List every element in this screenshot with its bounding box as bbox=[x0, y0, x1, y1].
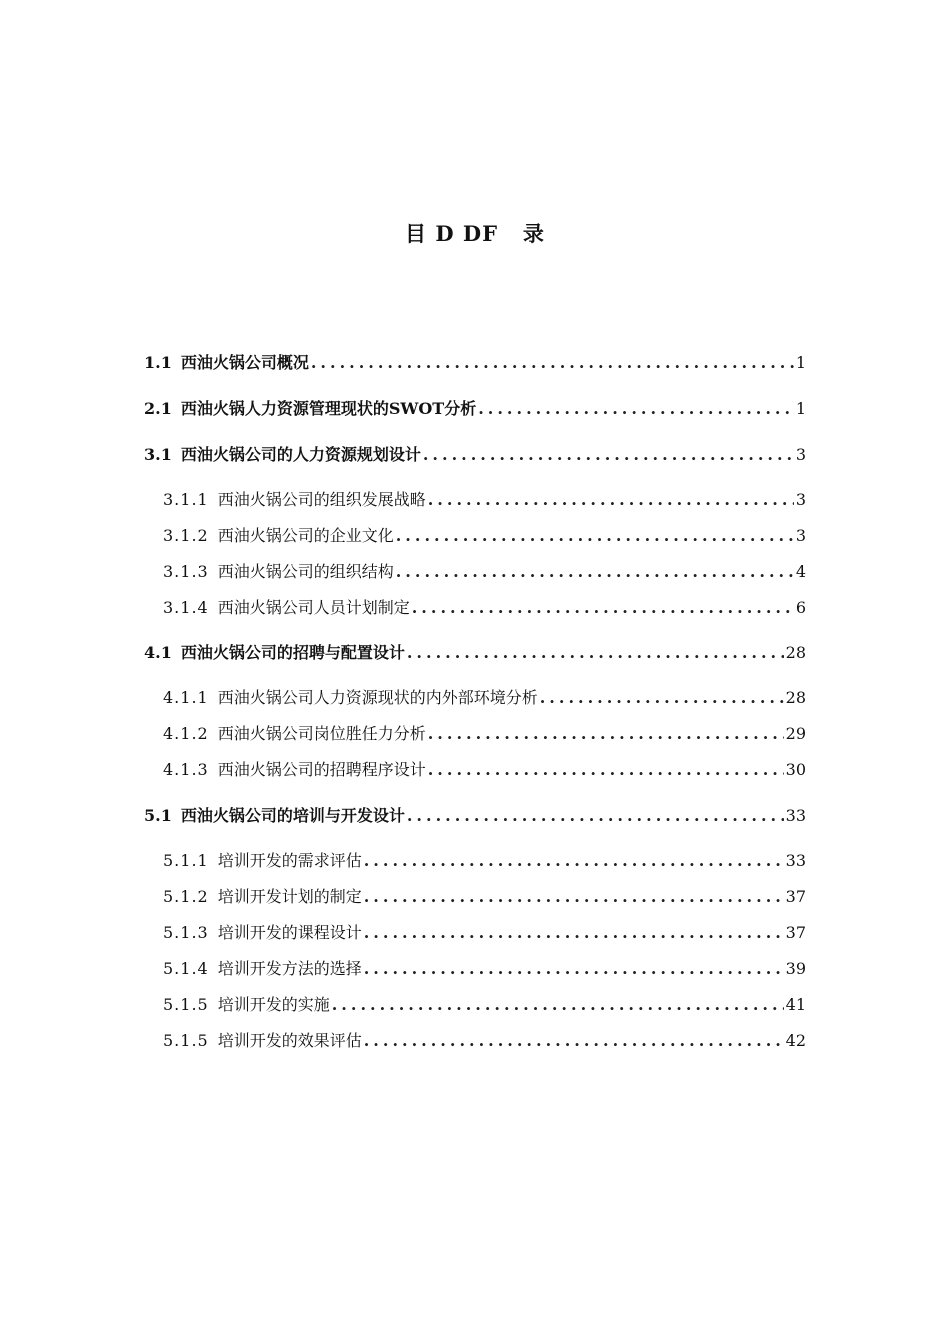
toc-entry-number: 5.1.2 bbox=[163, 887, 209, 906]
toc-entry-number: 3.1.2 bbox=[163, 526, 209, 545]
toc-entry[interactable] bbox=[144, 394, 806, 424]
toc-entry-title: 西油火锅公司的招聘程序设计 bbox=[217, 760, 426, 779]
toc-dot-leader bbox=[423, 440, 794, 470]
toc-dot-leader bbox=[407, 801, 784, 831]
toc-dot-leader bbox=[311, 348, 794, 378]
toc-dot-leader bbox=[412, 593, 794, 623]
toc-entry-page: 33 bbox=[785, 851, 806, 870]
toc-entry-page: 39 bbox=[785, 959, 806, 978]
toc-entry-title: 西油火锅公司的培训与开发设计 bbox=[180, 806, 405, 825]
toc-entry[interactable] bbox=[163, 593, 806, 623]
toc-entry[interactable] bbox=[163, 1026, 806, 1056]
toc-dot-leader bbox=[364, 954, 784, 984]
toc-dot-leader bbox=[396, 521, 794, 551]
toc-entry[interactable] bbox=[144, 638, 806, 668]
toc-entry-page: 42 bbox=[785, 1031, 806, 1050]
toc-dot-leader bbox=[407, 638, 784, 668]
toc-entry-number: 5.1.5 bbox=[163, 995, 209, 1014]
toc-entry-page: 30 bbox=[785, 760, 806, 779]
toc-entry-title: 培训开发计划的制定 bbox=[217, 887, 362, 906]
toc-entry-page: 41 bbox=[785, 995, 806, 1014]
toc-entry-title: 培训开发的实施 bbox=[217, 995, 330, 1014]
toc-entry-title: 西油火锅公司的人力资源规划设计 bbox=[180, 445, 421, 464]
toc-entry[interactable] bbox=[163, 719, 806, 749]
page-title: 目 D DF 录 bbox=[405, 221, 545, 246]
toc-entry-number: 4.1.1 bbox=[163, 688, 209, 707]
toc-entry-number: 5.1.4 bbox=[163, 959, 209, 978]
toc-entry-title: 西油火锅公司的招聘与配置设计 bbox=[180, 643, 405, 662]
toc-entry-title: 西油火锅公司的组织发展战略 bbox=[217, 490, 426, 509]
toc-entry-number: 5.1 bbox=[144, 806, 172, 825]
toc-entry-title: 西油火锅公司的组织结构 bbox=[217, 562, 394, 581]
toc-entry-page: 4 bbox=[795, 562, 806, 581]
toc-entry-number: 5.1.3 bbox=[163, 923, 209, 942]
toc-entry-number: 4.1.2 bbox=[163, 724, 209, 743]
toc-entry[interactable] bbox=[163, 557, 806, 587]
toc-entry-number: 5.1.1 bbox=[163, 851, 209, 870]
toc-entry[interactable] bbox=[163, 485, 806, 515]
toc-entry-title: 西油火锅公司的企业文化 bbox=[217, 526, 394, 545]
toc-entry-page: 37 bbox=[785, 923, 806, 942]
toc-dot-leader bbox=[332, 990, 784, 1020]
toc-dot-leader bbox=[364, 882, 784, 912]
toc-entry-page: 3 bbox=[795, 490, 806, 509]
toc-dot-leader bbox=[428, 755, 784, 785]
toc-entry[interactable] bbox=[144, 440, 806, 470]
toc-entry-number: 2.1 bbox=[144, 399, 172, 418]
toc-entry-number: 3.1.4 bbox=[163, 598, 209, 617]
toc-entry[interactable] bbox=[144, 801, 806, 831]
toc-entry-page: 6 bbox=[795, 598, 806, 617]
toc-entry-number: 4.1 bbox=[144, 643, 172, 662]
toc-entry-title: 西油火锅人力资源管理现状的SWOT分析 bbox=[180, 399, 477, 418]
toc-entry-title: 培训开发的效果评估 bbox=[217, 1031, 362, 1050]
toc-entry-page: 3 bbox=[795, 445, 806, 464]
toc-dot-leader bbox=[428, 485, 794, 515]
toc-entry-page: 28 bbox=[785, 643, 806, 662]
toc-entry-number: 4.1.3 bbox=[163, 760, 209, 779]
toc-entry[interactable] bbox=[163, 882, 806, 912]
toc-entry-page: 29 bbox=[785, 724, 806, 743]
toc-dot-leader bbox=[364, 918, 784, 948]
toc-entry-title: 西油火锅公司人力资源现状的内外部环境分析 bbox=[217, 688, 538, 707]
toc-dot-leader bbox=[540, 683, 784, 713]
toc-entry[interactable] bbox=[163, 990, 806, 1020]
toc-entry-page: 28 bbox=[785, 688, 806, 707]
toc-entry-number: 3.1 bbox=[144, 445, 172, 464]
toc-entry[interactable] bbox=[163, 755, 806, 785]
toc-entry[interactable] bbox=[163, 683, 806, 713]
toc-entry[interactable] bbox=[163, 954, 806, 984]
toc-entry-number: 5.1.5 bbox=[163, 1031, 209, 1050]
toc-entry-page: 3 bbox=[795, 526, 806, 545]
toc-entry[interactable] bbox=[163, 521, 806, 551]
toc-entry-page: 1 bbox=[795, 399, 806, 418]
toc-entry-number: 1.1 bbox=[144, 353, 172, 372]
toc-entry[interactable] bbox=[144, 348, 806, 378]
toc-entry-title: 西油火锅公司人员计划制定 bbox=[217, 598, 410, 617]
toc-entry-title: 西油火锅公司岗位胜任力分析 bbox=[217, 724, 426, 743]
toc-dot-leader bbox=[428, 719, 784, 749]
toc-entry-title: 培训开发的需求评估 bbox=[217, 851, 362, 870]
toc-entry-title: 培训开发的课程设计 bbox=[217, 923, 362, 942]
toc-dot-leader bbox=[396, 557, 794, 587]
toc-entry-page: 33 bbox=[785, 806, 806, 825]
toc-entry[interactable] bbox=[163, 846, 806, 876]
toc-entry-number: 3.1.3 bbox=[163, 562, 209, 581]
toc-dot-leader bbox=[478, 394, 794, 424]
toc-entry-number: 3.1.1 bbox=[163, 490, 209, 509]
toc-entry[interactable] bbox=[163, 918, 806, 948]
toc-dot-leader bbox=[364, 1026, 784, 1056]
toc-entry-title: 西油火锅公司概况 bbox=[180, 353, 309, 372]
toc-entry-title: 培训开发方法的选择 bbox=[217, 959, 362, 978]
toc-entry-page: 1 bbox=[795, 353, 806, 372]
toc-dot-leader bbox=[364, 846, 784, 876]
toc-entry-page: 37 bbox=[785, 887, 806, 906]
